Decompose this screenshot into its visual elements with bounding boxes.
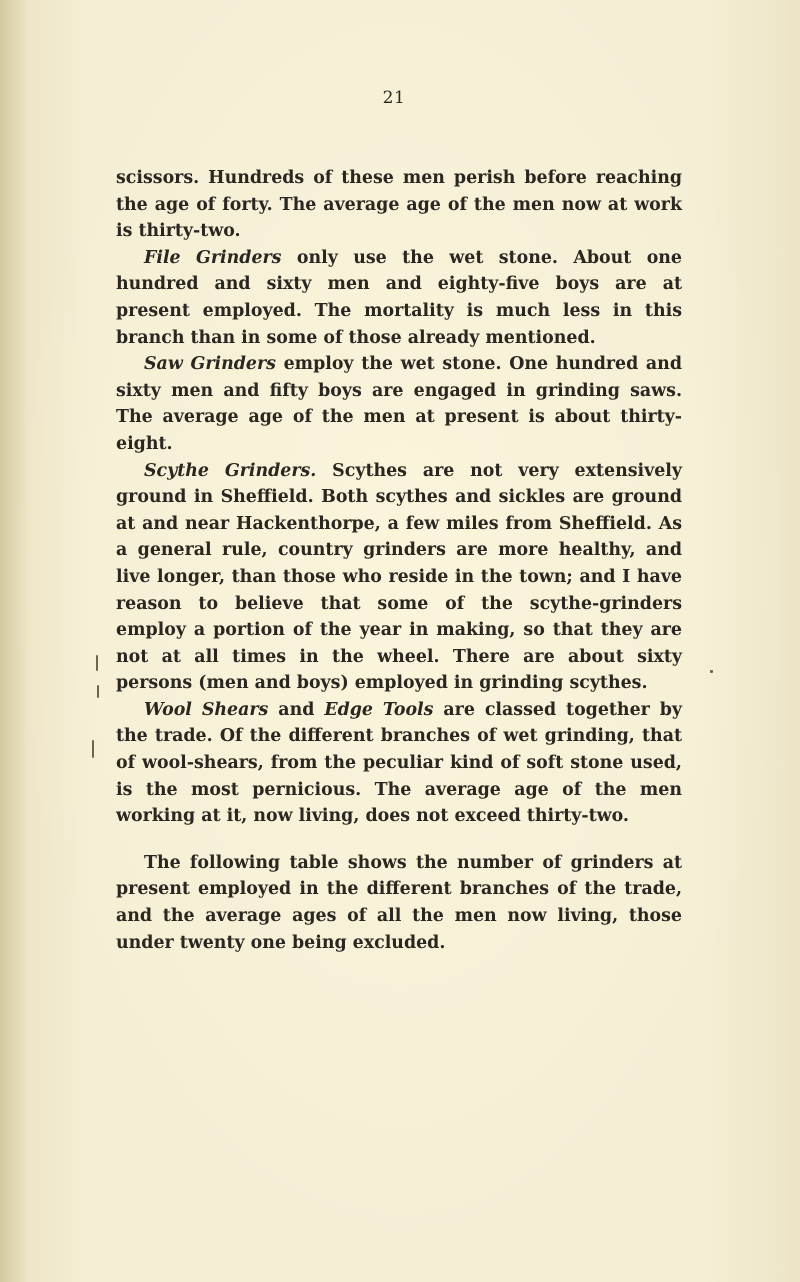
paragraph-lead: Scythe Grinders.	[144, 460, 317, 481]
paragraph-text: scissors. Hundreds of these men perish before reaching the age of forty. The average age of the men now at work is thirty-two.	[116, 168, 682, 242]
margin-speck	[92, 740, 94, 758]
paragraph-file-grinders	[116, 245, 682, 351]
paragraph-lead: Wool Shears	[144, 699, 269, 720]
paragraph-lead: File Grinders	[144, 247, 282, 268]
page-gutter-shadow	[0, 0, 28, 1282]
paragraph-text: employ the wet stone. One hundred and sixty men and fifty boys are engaged in grinding saws. The average age of the men at present is about thirty-eight.	[116, 354, 682, 454]
paragraph-connector: and	[268, 699, 325, 720]
paragraph-scissors	[116, 165, 682, 245]
paragraph-lead-secondary: Edge Tools	[324, 699, 434, 720]
paragraph-text: The following table shows the number of grinders at present employed in the different branches of the trade, and the average ages of all the men now living, those under twenty one being excluded.	[116, 852, 682, 953]
paragraph-text: Scythes are not very extensively ground in Sheffield. Both scythes and sickles are ground at and near Hackenthorpe, a few miles from Sheffield. As a general rule, country grinders are more healthy, and live longer, than those who reside in the town; and I have reason to believe that some of the scythe-grinders employ a portion of the year in making, so that they are not at all times in the wheel. There are about sixty persons (men and boys) employed in grinding scythes.	[116, 460, 683, 694]
body-text	[116, 165, 682, 956]
paragraph-lead: Saw Grinders	[144, 354, 276, 375]
paragraph-text: are classed together by the trade. Of the different branches of wet grinding, that of wool-shears, from the peculiar kind of soft stone used, is the most pernicious. The average age of the men working at it, now living, does not exceed thirty-two.	[116, 699, 683, 827]
margin-speck	[96, 655, 98, 671]
margin-speck	[97, 685, 99, 698]
paragraph-wool-shears	[116, 697, 682, 830]
paragraph-saw-grinders	[116, 351, 682, 457]
paragraph-scythe-grinders	[116, 458, 682, 697]
paragraph-text: only use the wet stone. About one hundred and sixty men and eighty-five boys are at present employed. The mortality is much less in this branch than in some of those already mentioned.	[116, 247, 682, 348]
page-number: 21	[382, 88, 406, 108]
margin-speck	[710, 670, 713, 673]
paragraph-table-intro	[116, 850, 682, 956]
